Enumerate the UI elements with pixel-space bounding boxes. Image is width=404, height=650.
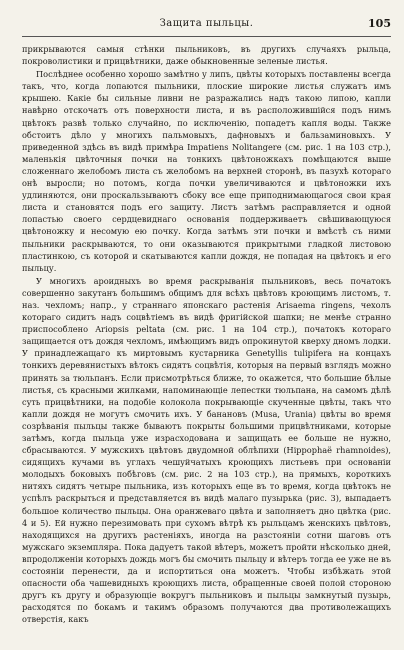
body-text: [22, 43, 391, 626]
paragraph: Послѣднее особенно хорошо замѣтно у липъ, цвѣты которыхъ поставлены всегда такъ, что, когда лопаются пыльники, плоские широкие листья служатъ имъ крышею. Какіе бы сильные ливни не разражались надъ такою липою, капли навѣрно отскочатъ отъ поверхности листа, и въ расположившійся подъ нимъ цвѣтокъ развѣ только случайно, по исключенію, попадетъ капля воды. Также обстоитъ дѣло у многихъ пальмовыхъ, дафновыхъ и бальзаминовыхъ. У приведенной здѣсь въ видѣ примѣра Impatiens Nolitangere (см. рис. 1 на 103 стр.), маленькія цвѣточныя почки на тонкихъ цвѣтоножкахъ помѣщаются выше сложеннаго желобомъ листа съ желобомъ на верхней сторонѣ, въ пазухѣ котораго онѣ выросли; но потомъ, когда почки увеличиваются и цвѣтоножки ихъ удлиняются, они проскальзываютъ сбоку все еще приподнимающагося свои края листа и становятся подъ его защиту. Листъ затѣмъ расправляется и одной лопастью своего сердцевиднаго основанія поддерживаетъ свѣшивающуюся цвѣтоножку и несомую ею почку. Когда затѣмъ эти почки и вмѣстѣ съ ними пыльники раскрываются, то они оказываются прикрытыми гладкой листовою пластинкою, съ которой и скатываются капли дождя, не попадая на цвѣтокъ и его пыльцу.: [22, 69, 391, 273]
page-number: 105: [368, 17, 391, 30]
page-header: [22, 16, 391, 37]
paragraph: прикрываются самыя стѣнки пыльниковъ, въ другихъ случаяхъ рыльца, покроволистики и прицвѣтники, даже обыкновенные зеленые листья.: [22, 44, 391, 67]
running-title: Защита пыльцы.: [159, 18, 254, 29]
paragraph: У многихъ ароидныхъ во время раскрыванія пыльниковъ, весь початокъ совершенно закутанъ большимъ общимъ для всѣхъ цвѣтовъ кроющимъ листомъ, т. наз. чехломъ; напр., у страннаго японскаго растенія Arisaema ringens, чехолъ котораго сидитъ надъ соцвѣтіемъ въ видѣ фригійской шапки; не менѣе странно приспособлено Ariopsis peltata (см. рис. 1 на 104 стр.), початокъ котораго защищается отъ дождя чехломъ, имѣющимъ видъ опрокинутой кверху дномъ лодки. У принадлежащаго къ миртовымъ кустарника Genetyllis tulipifera на концахъ тонкихъ деревянистыхъ вѣтокъ сидятъ соцвѣтія, которыя на первый взглядъ можно принять за тюльпанъ. Если присмотрѣться ближе, то окажется, что большие бѣлые листья, съ красными жилками, напоминающіе лепестки тюльпана, на самомъ дѣлѣ суть прицвѣтники, на подобіе колокола покрывающіе скученные цвѣты, такъ что капли дождя не могутъ смочить ихъ. У банановъ (Musa, Urania) цвѣты во время созрѣванія пыльцы также бываютъ покрыты большими прицвѣтниками, которые затѣмъ, когда пыльца уже израсходована и защищать ее больше не нужно, сбрасываются. У мужскихъ цвѣтовъ двудомной облѣпихи (Hippophaë rhamnoides), сидящихъ кучами въ углахъ чешуйчатыхъ кроющихъ листьевъ при основаніи молодыхъ боковыхъ побѣговъ (см. рис. 2 на 103 стр.), на прямыхъ, короткихъ нитяхъ сидятъ четыре пыльника, изъ которыхъ еще въ то время, когда цвѣтокъ не успѣлъ раскрыться и представляется въ видѣ малаго пузырька (рис. 3), выпадаетъ большое количество пыльцы. Она оранжеваго цвѣта и заполняетъ дно цвѣтка (рис. 4 и 5). Ей нужно перезимовать при сухомъ вѣтрѣ къ рыльцамъ женскихъ цвѣтовъ, находящихся на другихъ растеніяхъ, иногда на разстояніи сотни шаговъ отъ мужскаго экземпляра. Пока дадуетъ такой вѣтеръ, можетъ пройти нѣсколько дней, впродолженіи которыхъ дождь могъ бы смочить пыльцу и вѣтеръ тогда ее уже не въ состояніи перенести, да и испортиться она можетъ. Чтобы избѣжать этой опасности оба чашевидныхъ кроющихъ листа, обращенные своей полой стороною другъ къ другу и образующіе вокругъ пыльниковъ и пыльцы замкнутый пузырь, расходятся по бокамъ и такимъ образомъ получаются два противолежащихъ отверстія, какъ: [22, 275, 391, 625]
